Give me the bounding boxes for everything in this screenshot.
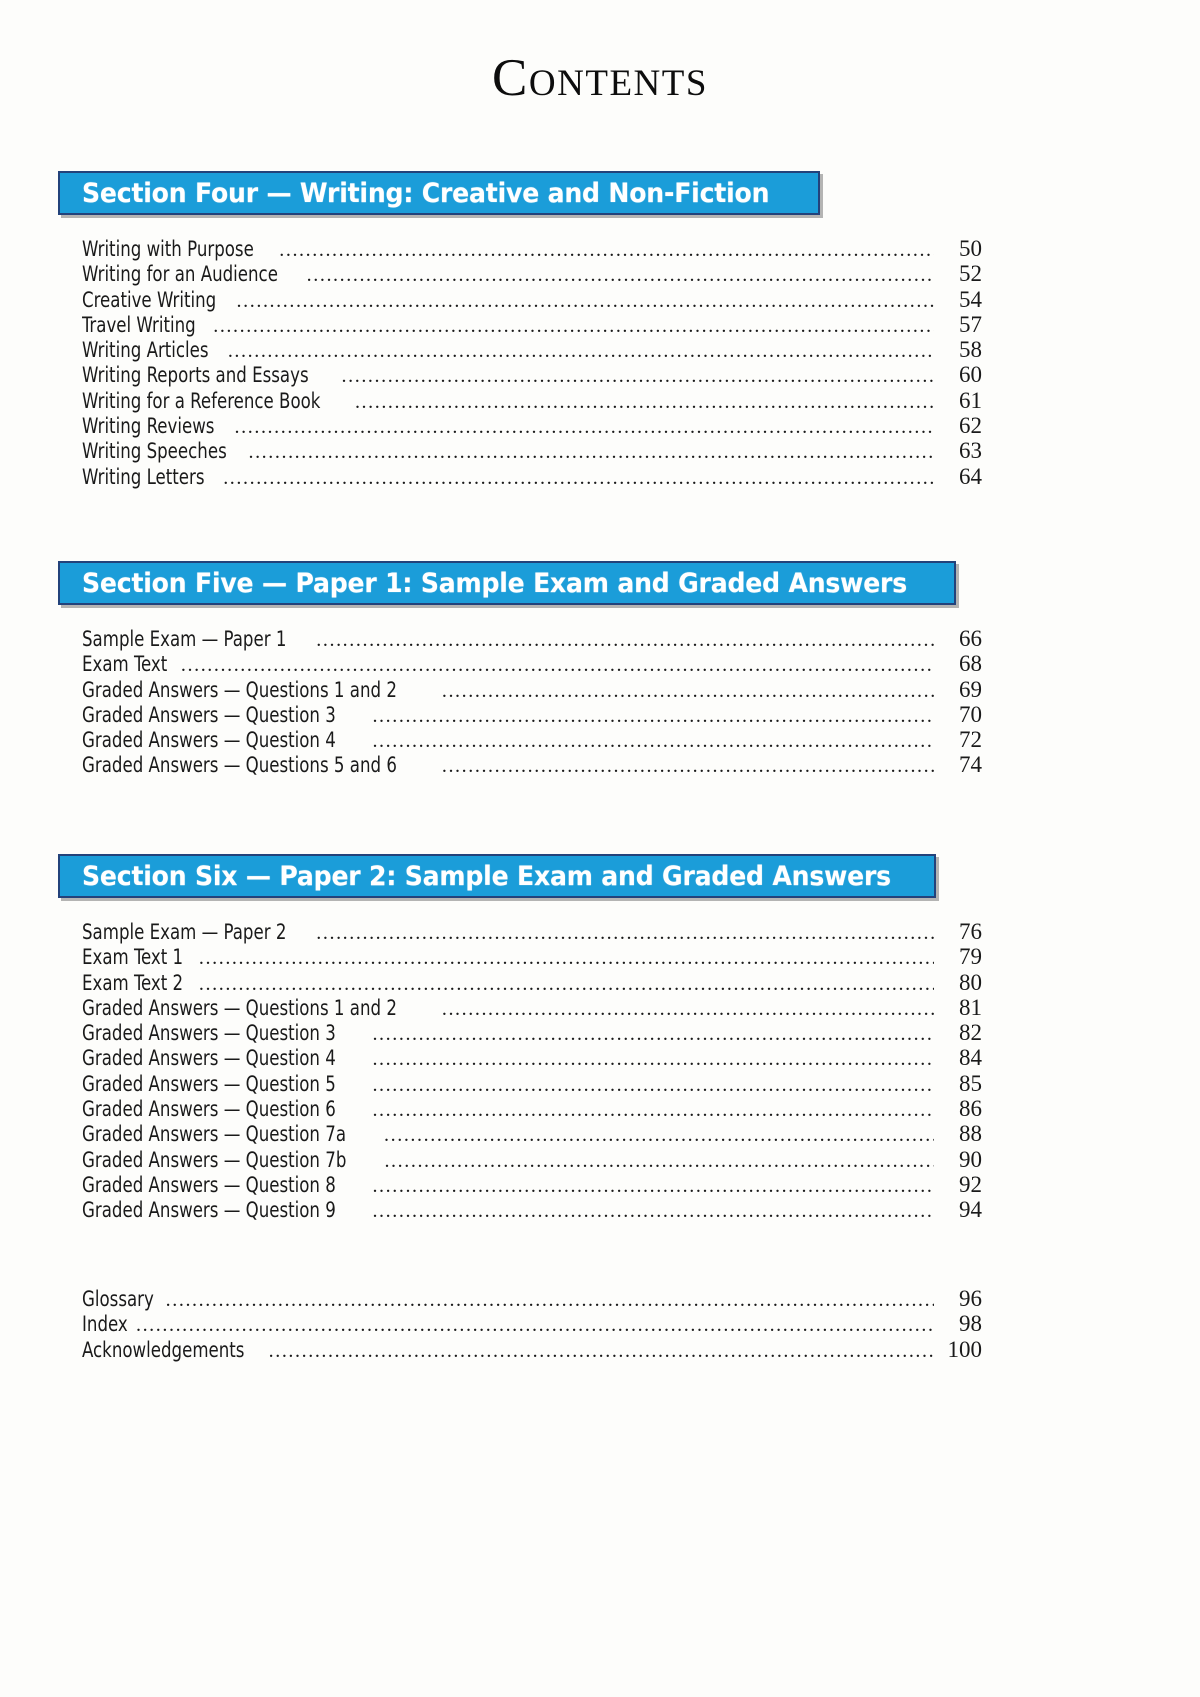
toc-entry-label: Graded Answers — Question 3 xyxy=(82,1021,336,1046)
toc-entry-label: Graded Answers — Question 5 xyxy=(82,1071,336,1096)
toc-entry-page-number: 88 xyxy=(959,1121,982,1147)
toc-entry-page-number: 74 xyxy=(959,752,982,778)
toc-dot-leader xyxy=(307,263,934,283)
toc-list-section-four xyxy=(82,236,982,489)
toc-entry[interactable] xyxy=(82,1197,982,1222)
toc-entry-label: Creative Writing xyxy=(82,287,217,312)
toc-entry-page-number: 54 xyxy=(959,286,982,312)
toc-entry-page-number: 100 xyxy=(947,1336,982,1362)
toc-entry-page-number: 68 xyxy=(959,651,982,677)
toc-dot-leader xyxy=(199,946,934,966)
toc-list-back-matter xyxy=(82,1286,982,1362)
toc-entry-label: Exam Text 2 xyxy=(82,970,184,995)
toc-entry[interactable] xyxy=(82,727,982,752)
toc-entry-page-number: 66 xyxy=(959,626,982,651)
toc-dot-leader xyxy=(372,1098,934,1118)
toc-entry-page-number: 61 xyxy=(959,387,982,413)
toc-dot-leader xyxy=(166,1288,934,1308)
toc-dot-leader xyxy=(384,1149,934,1169)
toc-entry[interactable] xyxy=(82,702,982,727)
toc-dot-leader xyxy=(372,1174,934,1194)
toc-entry-label: Writing for an Audience xyxy=(82,262,278,287)
toc-dot-leader xyxy=(342,364,934,384)
toc-dot-leader xyxy=(372,1022,934,1042)
toc-entry-label: Writing for a Reference Book xyxy=(82,388,321,413)
toc-entry[interactable] xyxy=(82,919,982,944)
toc-dot-leader xyxy=(279,238,934,258)
toc-entry-label: Exam Text 1 xyxy=(82,945,184,970)
toc-list-section-five xyxy=(82,626,982,778)
toc-entry-page-number: 92 xyxy=(959,1171,982,1197)
toc-entry-label: Graded Answers — Question 7a xyxy=(82,1122,347,1147)
toc-dot-leader xyxy=(316,921,934,941)
toc-entry-page-number: 57 xyxy=(959,311,982,337)
toc-entry-page-number: 90 xyxy=(959,1146,982,1172)
toc-entry[interactable] xyxy=(82,1071,982,1096)
toc-entry-page-number: 81 xyxy=(959,994,982,1020)
toc-entry-label: Writing with Purpose xyxy=(82,237,254,261)
toc-entry-label: Graded Answers — Question 8 xyxy=(82,1172,336,1197)
toc-dot-leader xyxy=(235,415,934,435)
toc-entry-page-number: 84 xyxy=(959,1045,982,1071)
toc-entry-label: Graded Answers — Question 3 xyxy=(82,702,336,727)
toc-dot-leader xyxy=(442,754,934,774)
toc-entry-label: Graded Answers — Question 4 xyxy=(82,728,336,753)
toc-entry[interactable] xyxy=(82,261,982,286)
toc-entry-label: Writing Reviews xyxy=(82,414,215,439)
toc-dot-leader xyxy=(355,390,934,410)
toc-entry-page-number: 69 xyxy=(959,676,982,702)
toc-entry-page-number: 80 xyxy=(959,969,982,995)
section-header-label: Section Four — Writing: Creative and Non-Fiction xyxy=(82,177,770,209)
toc-entry[interactable] xyxy=(82,1045,982,1070)
toc-entry-label: Writing Letters xyxy=(82,464,205,489)
toc-dot-leader xyxy=(213,314,934,334)
toc-entry[interactable] xyxy=(82,944,982,969)
toc-entry-label: Writing Articles xyxy=(82,338,209,363)
toc-entry-label: Graded Answers — Question 4 xyxy=(82,1046,336,1071)
toc-dot-leader xyxy=(223,466,934,486)
toc-entry-page-number: 86 xyxy=(959,1096,982,1122)
toc-entry-label: Writing Reports and Essays xyxy=(82,363,309,388)
toc-dot-leader xyxy=(228,339,934,359)
section-header-section-six xyxy=(58,854,936,898)
toc-entry-page-number: 82 xyxy=(959,1020,982,1046)
toc-dot-leader xyxy=(372,729,934,749)
toc-entry[interactable] xyxy=(82,1172,982,1197)
toc-entry-label: Graded Answers — Questions 5 and 6 xyxy=(82,753,397,778)
toc-dot-leader xyxy=(372,1047,934,1067)
toc-entry[interactable] xyxy=(82,362,982,387)
section-header-section-four xyxy=(58,171,820,215)
toc-entry[interactable] xyxy=(82,438,982,463)
toc-entry[interactable] xyxy=(82,970,982,995)
toc-entry-label: Sample Exam — Paper 2 xyxy=(82,920,287,944)
toc-entry-page-number: 79 xyxy=(959,944,982,970)
section-header-section-five xyxy=(58,561,956,605)
toc-entry-page-number: 85 xyxy=(959,1070,982,1096)
toc-dot-leader xyxy=(237,289,934,309)
toc-entry-page-number: 50 xyxy=(959,236,982,261)
section-header-label: Section Six — Paper 2: Sample Exam and Graded Answers xyxy=(82,860,891,892)
toc-entry-label: Graded Answers — Questions 1 and 2 xyxy=(82,677,397,702)
section-header-label: Section Five — Paper 1: Sample Exam and Graded Answers xyxy=(82,567,908,599)
toc-dot-leader xyxy=(442,997,934,1017)
toc-entry[interactable] xyxy=(82,388,982,413)
toc-entry[interactable] xyxy=(82,312,982,337)
toc-entry[interactable] xyxy=(82,1121,982,1146)
toc-entry-page-number: 96 xyxy=(959,1286,982,1311)
toc-entry-label: Travel Writing xyxy=(82,312,196,337)
toc-dot-leader xyxy=(199,972,934,992)
toc-entry-label: Sample Exam — Paper 1 xyxy=(82,627,287,651)
toc-entry[interactable] xyxy=(82,752,982,777)
toc-dot-leader xyxy=(136,1313,934,1333)
toc-entry-page-number: 60 xyxy=(959,362,982,388)
toc-entry-label: Writing Speeches xyxy=(82,439,227,464)
toc-entry-label: Exam Text xyxy=(82,652,168,677)
toc-dot-leader xyxy=(248,440,934,460)
toc-dot-leader xyxy=(316,628,934,648)
toc-entry[interactable] xyxy=(82,651,982,676)
toc-entry-label: Graded Answers — Question 6 xyxy=(82,1097,336,1122)
toc-dot-leader xyxy=(384,1123,934,1143)
toc-entry-label: Graded Answers — Questions 1 and 2 xyxy=(82,995,397,1020)
toc-entry[interactable] xyxy=(82,626,982,651)
toc-entry-label: Glossary xyxy=(82,1287,154,1311)
toc-entry-page-number: 72 xyxy=(959,727,982,753)
toc-entry[interactable] xyxy=(82,1147,982,1172)
toc-entry[interactable] xyxy=(82,1337,982,1362)
toc-entry-page-number: 94 xyxy=(959,1197,982,1223)
toc-entry-page-number: 76 xyxy=(959,919,982,944)
toc-dot-leader xyxy=(372,1073,934,1093)
toc-entry-page-number: 98 xyxy=(959,1311,982,1337)
toc-list-section-six xyxy=(82,919,982,1223)
toc-entry-page-number: 62 xyxy=(959,413,982,439)
toc-entry[interactable] xyxy=(82,464,982,489)
toc-dot-leader xyxy=(372,1199,934,1219)
toc-entry-page-number: 52 xyxy=(959,261,982,287)
toc-entry-page-number: 63 xyxy=(959,438,982,464)
toc-entry[interactable] xyxy=(82,1096,982,1121)
toc-entry[interactable] xyxy=(82,1286,982,1311)
page-title: Contents xyxy=(492,49,708,107)
toc-dot-leader xyxy=(442,679,934,699)
toc-entry[interactable] xyxy=(82,236,982,261)
toc-entry[interactable] xyxy=(82,337,982,362)
toc-entry[interactable] xyxy=(82,1020,982,1045)
toc-entry[interactable] xyxy=(82,995,982,1020)
toc-entry-page-number: 64 xyxy=(959,463,982,489)
toc-entry-label: Graded Answers — Question 9 xyxy=(82,1198,336,1223)
toc-dot-leader xyxy=(181,653,934,673)
toc-entry[interactable] xyxy=(82,677,982,702)
toc-entry-label: Graded Answers — Question 7b xyxy=(82,1147,347,1172)
toc-entry-page-number: 58 xyxy=(959,337,982,363)
toc-entry-label: Acknowledgements xyxy=(82,1337,245,1362)
toc-entry[interactable] xyxy=(82,1311,982,1336)
toc-entry-page-number: 70 xyxy=(959,701,982,727)
toc-dot-leader xyxy=(372,704,934,724)
toc-entry[interactable] xyxy=(82,287,982,312)
toc-entry[interactable] xyxy=(82,413,982,438)
toc-dot-leader xyxy=(269,1339,934,1359)
toc-entry-label: Index xyxy=(82,1312,128,1337)
